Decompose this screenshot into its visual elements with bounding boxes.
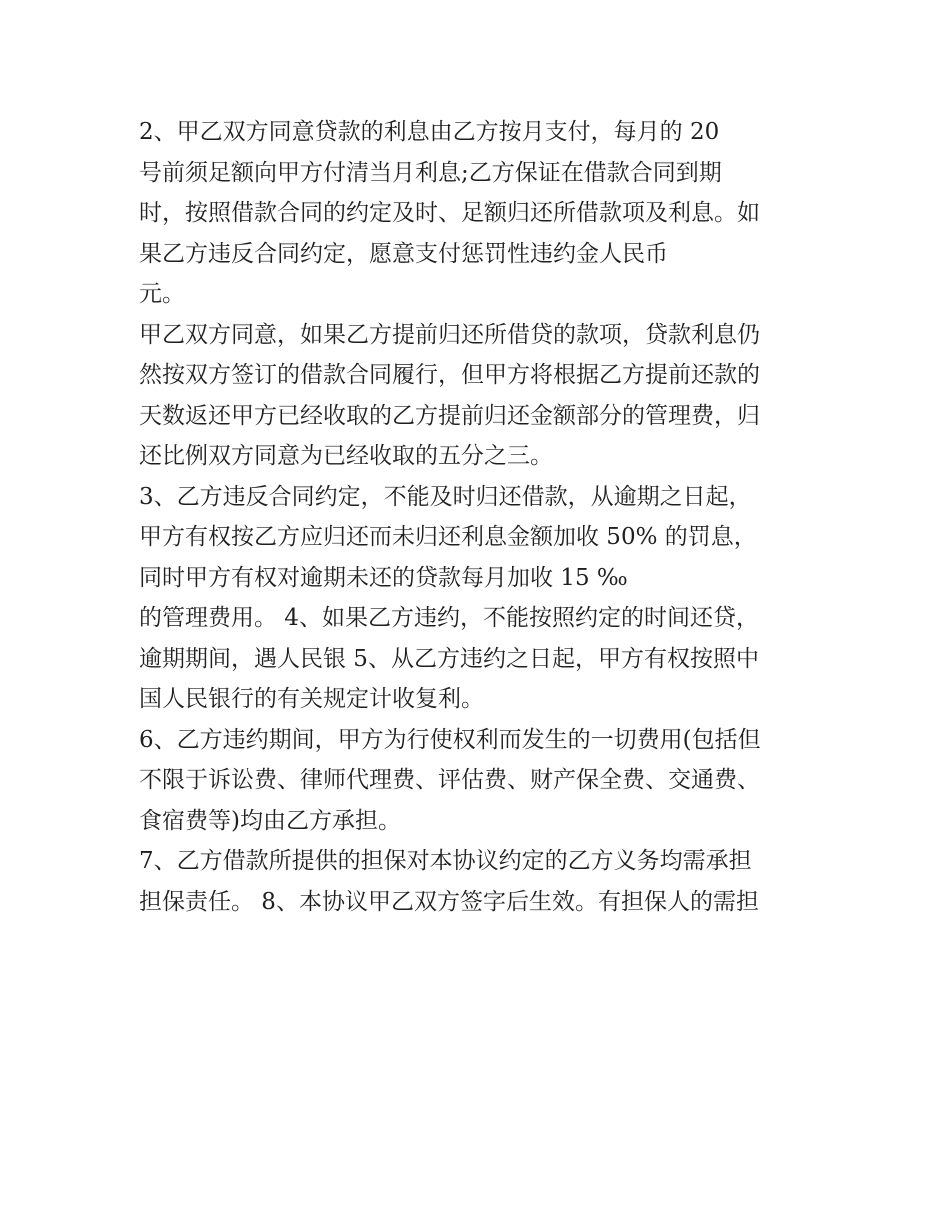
text-line: 同时甲方有权对逾期未还的贷款每月加收 15 ‰ bbox=[139, 564, 628, 591]
text-line: 6、乙方违约期间，甲方为行使权利而发生的一切费用(包括但 bbox=[139, 726, 761, 753]
text-line: 2、甲乙双方同意贷款的利息由乙方按月支付，每月的 20 bbox=[139, 119, 720, 145]
text-line: 不限于诉讼费、律师代理费、评估费、财产保全费、交通费、 bbox=[139, 767, 760, 793]
text-line: 食宿费等)均由乙方承担。 bbox=[139, 807, 401, 834]
text-line: 3、乙方违反合同约定，不能及时归还借款，从逾期之日起， bbox=[139, 483, 752, 510]
text-line: 逾期期间，遇人民银 5、从乙方违约之日起，甲方有权按照中 bbox=[139, 645, 759, 672]
text-line: 元。 bbox=[139, 281, 185, 307]
text-line: 国人民银行的有关规定计收复利。 bbox=[139, 686, 484, 712]
document-body bbox=[139, 112, 829, 922]
text-line: 然按双方签订的借款合同履行，但甲方将根据乙方提前还款的 bbox=[139, 362, 760, 388]
text-line: 天数返还甲方已经收取的乙方提前归还金额部分的管理费，归 bbox=[139, 402, 760, 429]
text-line: 甲乙双方同意，如果乙方提前归还所借贷的款项，贷款利息仍 bbox=[139, 321, 760, 348]
text-line: 甲方有权按乙方应归还而未归还利息金额加收 50% 的罚息， bbox=[139, 524, 757, 550]
text-line: 7、乙方借款所提供的担保对本协议约定的乙方义务均需承担 bbox=[139, 848, 752, 874]
text-line: 果乙方违反合同约定，愿意支付惩罚性违约金人民币 bbox=[139, 240, 668, 267]
text-line: 的管理费用。 4、如果乙方违约，不能按照约定的时间还贷， bbox=[139, 605, 759, 631]
text-line: 担保责任。 8、本协议甲乙双方签字后生效。有担保人的需担 bbox=[139, 888, 759, 915]
text-line: 号前须足额向甲方付清当月利息;乙方保证在借款合同到期 bbox=[139, 159, 722, 186]
text-line: 还比例双方同意为已经收取的五分之三。 bbox=[139, 443, 553, 469]
text-line: 时，按照借款合同的约定及时、足额归还所借款项及利息。如 bbox=[139, 200, 760, 226]
